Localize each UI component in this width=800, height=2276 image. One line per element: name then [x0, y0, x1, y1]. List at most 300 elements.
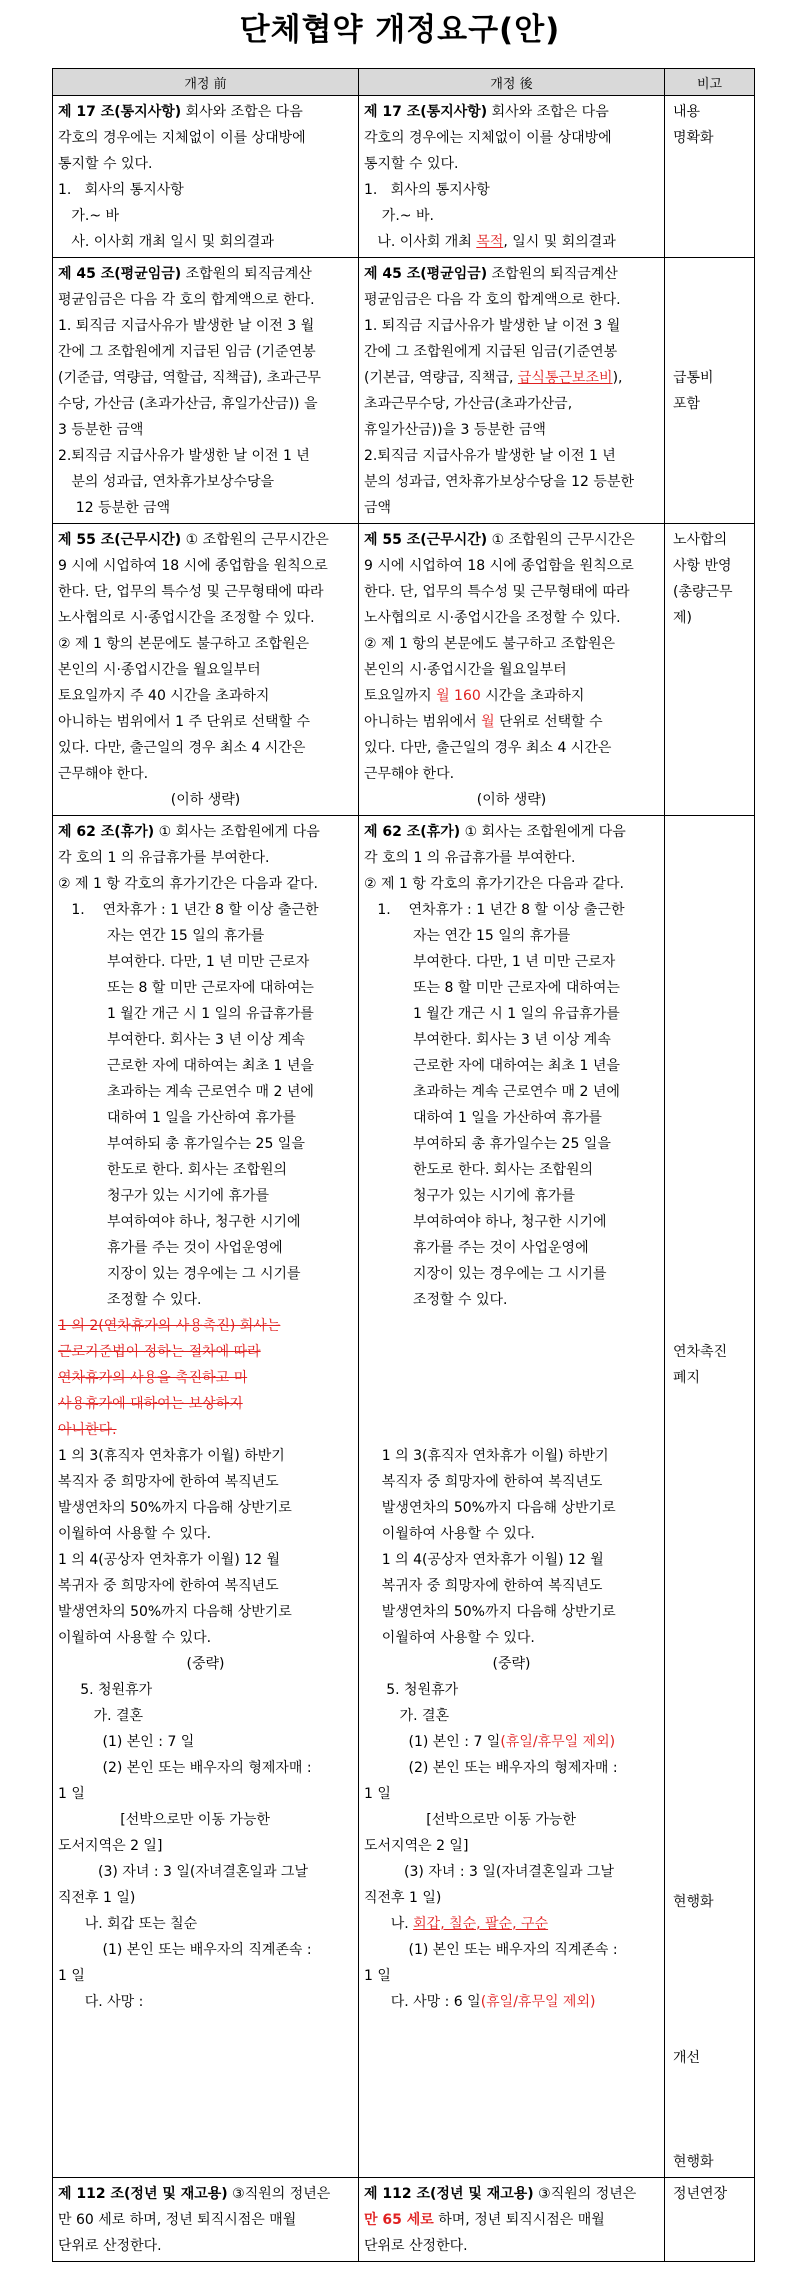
- before-line: [58, 1079, 353, 1105]
- after-line: [364, 151, 659, 177]
- after-line: [364, 527, 659, 553]
- after-line: [364, 1339, 659, 1365]
- before-line: [58, 871, 353, 897]
- text-segment: 평균임금은 다음 각 호의 합계액으로 한다.: [364, 292, 621, 308]
- before-line: [58, 553, 353, 579]
- note-line: 정년연장: [673, 2186, 728, 2202]
- text-segment: 제 17 조(통지사항): [364, 104, 488, 120]
- before-line: [58, 923, 353, 949]
- before-line: [58, 761, 353, 787]
- after-line: [364, 1703, 659, 1729]
- text-segment: 각호의 경우에는 지체없이 이를 상대방에: [364, 130, 612, 146]
- after-line: [364, 1313, 659, 1339]
- before-line: [58, 787, 353, 813]
- text-segment: 아니하는 범위에서 1 주 단위로 선택할 수: [58, 714, 310, 730]
- text-segment: 휴가를 주는 것이 사업운영에: [364, 1240, 589, 1256]
- text-segment: 가. 결혼: [364, 1708, 450, 1724]
- text-segment: 5. 청원휴가: [364, 1682, 459, 1698]
- text-segment: (1) 본인 또는 배우자의 직계존속 :: [364, 1942, 618, 1958]
- note-line: 제): [673, 610, 692, 626]
- after-line: [364, 203, 659, 229]
- after-line: [364, 1469, 659, 1495]
- text-segment: 1. 퇴직금 지급사유가 발생한 날 이전 3 월: [58, 318, 315, 334]
- text-segment: 하며, 정년 퇴직시점은 매월: [433, 2212, 605, 2228]
- text-segment: 본인의 시·종업시간을 월요일부터: [364, 662, 567, 678]
- text-segment: 단위로 산정한다.: [58, 2238, 162, 2254]
- before-line: [58, 1261, 353, 1287]
- before-line: [58, 2181, 353, 2207]
- before-line: [58, 1625, 353, 1651]
- after-line: [364, 923, 659, 949]
- text-segment: 각호의 경우에는 지체없이 이를 상대방에: [58, 130, 306, 146]
- after-line: [364, 1443, 659, 1469]
- text-segment: 회갑, 칠순, 팔순, 구순: [413, 1916, 549, 1932]
- before-line: [58, 1131, 353, 1157]
- text-segment: 있다. 다만, 출근일의 경우 최소 4 시간은: [364, 740, 612, 756]
- after-line: [364, 1677, 659, 1703]
- before-line: [58, 443, 353, 469]
- text-segment: 1 의 2(연차휴가의 사용촉진) 회사는: [58, 1318, 281, 1334]
- text-segment: 노사협의로 시·종업시간을 조정할 수 있다.: [58, 610, 315, 626]
- before-line: [58, 1391, 353, 1417]
- before-line: [58, 151, 353, 177]
- text-segment: ③직원의 정년은: [533, 2186, 637, 2202]
- text-segment: 제 45 조(평균임금): [364, 266, 488, 282]
- text-segment: 목적: [476, 234, 504, 250]
- before-line: [58, 2233, 353, 2259]
- before-line: [58, 177, 353, 203]
- table-row-art112: [53, 2178, 755, 2262]
- after-line: [364, 1547, 659, 1573]
- before-line: [58, 897, 353, 923]
- after-line: [364, 631, 659, 657]
- text-segment: ① 회사는 조합원에게 다음: [154, 824, 320, 840]
- before-line: [58, 1027, 353, 1053]
- document-title: 단체협약 개정요구(안): [239, 12, 561, 48]
- text-segment: 발생연차의 50%까지 다음해 상반기로: [58, 1500, 292, 1516]
- text-segment: 1 의 3(휴직자 연차휴가 이월) 하반기: [58, 1448, 285, 1464]
- note-line: 내용: [673, 104, 701, 120]
- header-before: 개정 前: [53, 69, 359, 96]
- text-segment: 부여하여야 하나, 청구한 시기에: [364, 1214, 607, 1230]
- after-line: [364, 761, 659, 787]
- after-line: [364, 819, 659, 845]
- before-line: [58, 287, 353, 313]
- text-segment: 부여하되 총 휴가일수는 25 일을: [58, 1136, 305, 1152]
- after-line: [364, 1261, 659, 1287]
- text-segment: ② 제 1 항의 본문에도 불구하고 조합원은: [58, 636, 310, 652]
- text-segment: 1 월간 개근 시 1 일의 유급휴가를: [58, 1006, 314, 1022]
- text-segment: 근로기준법이 정하는 절차에 따라: [58, 1344, 261, 1360]
- note-line: 폐지: [673, 1370, 701, 1386]
- after-line: [364, 553, 659, 579]
- before-line: [58, 1443, 353, 1469]
- text-segment: 조정할 수 있다.: [58, 1292, 202, 1308]
- after-line: [364, 1053, 659, 1079]
- text-segment: 대하여 1 일을 가산하여 휴가를: [58, 1110, 296, 1126]
- after-line: [364, 871, 659, 897]
- text-segment: (기본급, 역량급, 직책급,: [364, 370, 518, 386]
- text-segment: 토요일까지: [364, 688, 437, 704]
- text-segment: (이하 생략): [476, 792, 547, 808]
- text-segment: 조합원의 퇴직금계산: [487, 266, 618, 282]
- text-segment: 이월하여 사용할 수 있다.: [58, 1526, 212, 1542]
- table-row-art45: [53, 258, 755, 524]
- text-segment: 한도로 한다. 회사는 조합원의: [364, 1162, 594, 1178]
- text-segment: 제 112 조(정년 및 재고용): [58, 2186, 228, 2202]
- before-line: [58, 1755, 353, 1781]
- text-segment: (1) 본인 : 7 일: [58, 1734, 195, 1750]
- text-segment: (3) 자녀 : 3 일(자녀결혼일과 그날: [58, 1864, 308, 1880]
- after-line: [364, 1391, 659, 1417]
- text-segment: 대하여 1 일을 가산하여 휴가를: [364, 1110, 602, 1126]
- before-line: [58, 709, 353, 735]
- text-segment: 제 45 조(평균임금): [58, 266, 182, 282]
- text-segment: 제 62 조(휴가): [364, 824, 461, 840]
- before-line: [58, 203, 353, 229]
- text-segment: 초과하는 계속 근로연수 매 2 년에: [364, 1084, 620, 1100]
- after-cell: [359, 524, 665, 816]
- after-line: [364, 1989, 659, 2015]
- note-text: [673, 2181, 746, 2207]
- after-line: [364, 1105, 659, 1131]
- after-line: [364, 1755, 659, 1781]
- before-line: [58, 1573, 353, 1599]
- text-segment: [364, 1422, 368, 1438]
- before-line: [58, 1235, 353, 1261]
- before-line: [58, 527, 353, 553]
- text-segment: 근로한 자에 대하여는 최초 1 년을: [364, 1058, 620, 1074]
- after-line: [364, 1495, 659, 1521]
- revision-table: [52, 68, 755, 2262]
- after-line: [364, 1417, 659, 1443]
- text-segment: 3 등분한 금액: [58, 422, 144, 438]
- text-segment: [선박으로만 이동 가능한: [58, 1812, 270, 1828]
- header-note: 비고: [665, 69, 755, 96]
- text-segment: 근무해야 한다.: [364, 766, 455, 782]
- after-line: [364, 287, 659, 313]
- table-row-art62: [53, 816, 755, 2178]
- text-segment: 가.~ 바.: [364, 208, 434, 224]
- text-segment: 1. 연차휴가 : 1 년간 8 할 이상 출근한: [364, 902, 625, 918]
- table-header-row: [53, 69, 755, 96]
- after-line: [364, 683, 659, 709]
- text-segment: 아니하는 범위에서: [364, 714, 482, 730]
- text-segment: (1) 본인 : 7 일: [364, 1734, 501, 1750]
- after-line: [364, 709, 659, 735]
- text-segment: 단위로 산정한다.: [364, 2238, 468, 2254]
- text-segment: 제 112 조(정년 및 재고용): [364, 2186, 534, 2202]
- note-line: 개선: [673, 2050, 701, 2066]
- note-text: [673, 2045, 746, 2071]
- note-cell: [665, 2178, 755, 2262]
- text-segment: 노사협의로 시·종업시간을 조정할 수 있다.: [364, 610, 621, 626]
- text-segment: 부여하되 총 휴가일수는 25 일을: [364, 1136, 611, 1152]
- before-line: [58, 1157, 353, 1183]
- after-line: [364, 1937, 659, 1963]
- note-line: 노사합의: [673, 532, 728, 548]
- before-line: [58, 1365, 353, 1391]
- text-segment: 나. 이사회 개최: [364, 234, 477, 250]
- after-line: [364, 1001, 659, 1027]
- note-line: 현행화: [673, 2154, 714, 2170]
- after-line: [364, 391, 659, 417]
- text-segment: 만 60 세로 하며, 정년 퇴직시점은 매월: [58, 2212, 297, 2228]
- after-line: [364, 787, 659, 813]
- before-line: [58, 339, 353, 365]
- before-line: [58, 1053, 353, 1079]
- before-line: [58, 417, 353, 443]
- text-segment: 지장이 있는 경우에는 그 시기를: [364, 1266, 607, 1282]
- text-segment: 청구가 있는 시기에 휴가를: [58, 1188, 270, 1204]
- after-line: [364, 125, 659, 151]
- text-segment: 가. 결혼: [58, 1708, 144, 1724]
- before-line: [58, 845, 353, 871]
- text-segment: 1 월간 개근 시 1 일의 유급휴가를: [364, 1006, 620, 1022]
- text-segment: 발생연차의 50%까지 다음해 상반기로: [364, 1604, 616, 1620]
- text-segment: [선박으로만 이동 가능한: [364, 1812, 576, 1828]
- before-line: [58, 1859, 353, 1885]
- after-line: [364, 2207, 659, 2233]
- note-text: [673, 365, 746, 417]
- after-line: [364, 1651, 659, 1677]
- before-line: [58, 1599, 353, 1625]
- text-segment: 1 의 4(공상자 연차휴가 이월) 12 월: [364, 1552, 604, 1568]
- before-line: [58, 1209, 353, 1235]
- before-line: [58, 1495, 353, 1521]
- after-line: [364, 949, 659, 975]
- before-line: [58, 1781, 353, 1807]
- text-segment: 부여한다. 회사는 3 년 이상 계속: [58, 1032, 305, 1048]
- text-segment: 복직자 중 희망자에 한하여 복직년도: [364, 1474, 603, 1490]
- before-cell: [53, 258, 359, 524]
- before-line: [58, 229, 353, 255]
- after-line: [364, 579, 659, 605]
- text-segment: 금액: [364, 500, 392, 516]
- note-line: 급통비: [673, 370, 714, 386]
- note-line: 현행화: [673, 1894, 714, 1910]
- text-segment: 시간을 초과하지: [480, 688, 585, 704]
- text-segment: 직전후 1 일): [58, 1890, 136, 1906]
- text-segment: 조정할 수 있다.: [364, 1292, 508, 1308]
- text-segment: 단위로 선택할 수: [494, 714, 603, 730]
- before-cell: [53, 816, 359, 2178]
- after-line: [364, 1079, 659, 1105]
- text-segment: 조합원의 퇴직금계산: [181, 266, 312, 282]
- text-segment: 1 일: [364, 1968, 391, 1984]
- note-line: (총량근무: [673, 584, 733, 600]
- before-line: [58, 1651, 353, 1677]
- text-segment: (1) 본인 또는 배우자의 직계존속 :: [58, 1942, 312, 1958]
- before-line: [58, 391, 353, 417]
- text-segment: 부여한다. 다만, 1 년 미만 근로자: [58, 954, 310, 970]
- after-line: [364, 1625, 659, 1651]
- text-segment: 나. 회갑 또는 칠순: [58, 1916, 198, 1932]
- text-segment: 1 의 4(공상자 연차휴가 이월) 12 월: [58, 1552, 281, 1568]
- after-cell: [359, 816, 665, 2178]
- after-line: [364, 1729, 659, 1755]
- before-line: [58, 1469, 353, 1495]
- text-segment: 1. 회사의 통지사항: [58, 182, 184, 198]
- before-line: [58, 1885, 353, 1911]
- note-text: [673, 1889, 746, 1915]
- text-segment: 각 호의 1 의 유급휴가를 부여한다.: [58, 850, 270, 866]
- text-segment: 1 일: [364, 1786, 391, 1802]
- after-line: [364, 1599, 659, 1625]
- before-line: [58, 99, 353, 125]
- text-segment: 12 등분한 금액: [58, 500, 171, 516]
- before-line: [58, 975, 353, 1001]
- text-segment: 도서지역은 2 일]: [364, 1838, 469, 1854]
- text-segment: 제 55 조(근무시간): [58, 532, 182, 548]
- after-line: [364, 1885, 659, 1911]
- after-line: [364, 735, 659, 761]
- after-cell: [359, 2178, 665, 2262]
- before-line: [58, 365, 353, 391]
- note-text: [673, 527, 746, 631]
- text-segment: 또는 8 할 미만 근로자에 대하여는: [58, 980, 314, 996]
- text-segment: 한도로 한다. 회사는 조합원의: [58, 1162, 288, 1178]
- text-segment: 1 일: [58, 1786, 85, 1802]
- text-segment: 연차휴가의 사용을 촉진하고 미: [58, 1370, 248, 1386]
- text-segment: 근로한 자에 대하여는 최초 1 년을: [58, 1058, 314, 1074]
- text-segment: 이월하여 사용할 수 있다.: [364, 1526, 535, 1542]
- note-line: 사항 반영: [673, 558, 732, 574]
- text-segment: 나.: [364, 1916, 414, 1932]
- text-segment: 월: [481, 714, 495, 730]
- text-segment: (이하 생략): [170, 792, 241, 808]
- text-segment: 다. 사망 : 6 일: [364, 1994, 481, 2010]
- before-line: [58, 735, 353, 761]
- before-line: [58, 125, 353, 151]
- text-segment: 통지할 수 있다.: [58, 156, 153, 172]
- text-segment: (기준급, 역량급, 역할급, 직책급), 초과근무: [58, 370, 321, 386]
- text-segment: 2.퇴직금 지급사유가 발생한 날 이전 1 년: [58, 448, 310, 464]
- before-line: [58, 1521, 353, 1547]
- before-line: [58, 1989, 353, 2015]
- before-line: [58, 1729, 353, 1755]
- before-line: [58, 1313, 353, 1339]
- before-line: [58, 819, 353, 845]
- text-segment: 사. 이사회 개최 일시 및 회의결과: [58, 234, 274, 250]
- text-segment: 청구가 있는 시기에 휴가를: [364, 1188, 576, 1204]
- text-segment: 휴일가산금))을 3 등분한 금액: [364, 422, 546, 438]
- text-segment: 발생연차의 50%까지 다음해 상반기로: [58, 1604, 292, 1620]
- text-segment: 있다. 다만, 출근일의 경우 최소 4 시간은: [58, 740, 306, 756]
- after-line: [364, 1833, 659, 1859]
- text-segment: ① 회사는 조합원에게 다음: [460, 824, 626, 840]
- note-cell: [665, 524, 755, 816]
- after-line: [364, 1027, 659, 1053]
- table-row-art55: [53, 524, 755, 816]
- text-segment: 9 시에 시업하여 18 시에 종업함을 원칙으로: [364, 558, 634, 574]
- before-line: [58, 261, 353, 287]
- text-segment: 1 의 3(휴직자 연차휴가 이월) 하반기: [364, 1448, 609, 1464]
- before-line: [58, 469, 353, 495]
- note-text: [673, 1339, 746, 1391]
- text-segment: 자는 연간 15 일의 휴가를: [364, 928, 571, 944]
- text-segment: 제 55 조(근무시간): [364, 532, 488, 548]
- before-line: [58, 1547, 353, 1573]
- after-line: [364, 1521, 659, 1547]
- after-line: [364, 1911, 659, 1937]
- text-segment: ① 조합원의 근무시간은: [181, 532, 329, 548]
- text-segment: [364, 1370, 368, 1386]
- text-segment: 한다. 단, 업무의 특수성 및 근무형태에 따라: [58, 584, 324, 600]
- text-segment: [364, 1396, 368, 1412]
- text-segment: 제 62 조(휴가): [58, 824, 155, 840]
- text-segment: (중략): [492, 1656, 531, 1672]
- note-text: [673, 2149, 746, 2175]
- text-segment: 각 호의 1 의 유급휴가를 부여한다.: [364, 850, 576, 866]
- text-segment: 부여한다. 회사는 3 년 이상 계속: [364, 1032, 611, 1048]
- before-line: [58, 1963, 353, 1989]
- before-line: [58, 495, 353, 521]
- text-segment: 5. 청원휴가: [58, 1682, 153, 1698]
- text-segment: ② 제 1 항 각호의 휴가기간은 다음과 같다.: [58, 876, 318, 892]
- after-line: [364, 313, 659, 339]
- text-segment: 가.~ 바: [58, 208, 120, 224]
- before-line: [58, 1833, 353, 1859]
- after-line: [364, 845, 659, 871]
- text-segment: 지장이 있는 경우에는 그 시기를: [58, 1266, 301, 1282]
- after-line: [364, 657, 659, 683]
- before-line: [58, 1807, 353, 1833]
- before-line: [58, 631, 353, 657]
- text-segment: 분의 성과급, 연차휴가보상수당을 12 등분한: [364, 474, 634, 490]
- text-segment: (2) 본인 또는 배우자의 형제자매 :: [364, 1760, 618, 1776]
- text-segment: 직전후 1 일): [364, 1890, 442, 1906]
- text-segment: 또는 8 할 미만 근로자에 대하여는: [364, 980, 620, 996]
- text-segment: 부여한다. 다만, 1 년 미만 근로자: [364, 954, 616, 970]
- text-segment: 부여하여야 하나, 청구한 시기에: [58, 1214, 301, 1230]
- text-segment: (3) 자녀 : 3 일(자녀결혼일과 그날: [364, 1864, 614, 1880]
- text-segment: 월 160: [436, 688, 481, 704]
- after-line: [364, 495, 659, 521]
- text-segment: 간에 그 조합원에게 지급된 임금(기준연봉: [364, 344, 618, 360]
- text-segment: 평균임금은 다음 각 호의 합계액으로 한다.: [58, 292, 315, 308]
- text-segment: 이월하여 사용할 수 있다.: [364, 1630, 535, 1646]
- text-segment: 초과하는 계속 근로연수 매 2 년에: [58, 1084, 314, 1100]
- after-line: [364, 365, 659, 391]
- note-text: [673, 99, 746, 151]
- text-segment: 만 65 세로: [364, 2212, 434, 2228]
- note-cell: [665, 258, 755, 524]
- after-line: [364, 1807, 659, 1833]
- text-segment: 휴가를 주는 것이 사업운영에: [58, 1240, 283, 1256]
- after-line: [364, 1963, 659, 1989]
- text-segment: 1. 회사의 통지사항: [364, 182, 490, 198]
- text-segment: [364, 1344, 368, 1360]
- note-cell: [665, 96, 755, 258]
- before-line: [58, 1677, 353, 1703]
- before-cell: [53, 96, 359, 258]
- text-segment: ),: [612, 370, 623, 386]
- text-segment: 사용휴가에 대하여는 보상하지: [58, 1396, 243, 1412]
- after-line: [364, 1235, 659, 1261]
- after-line: [364, 1183, 659, 1209]
- text-segment: ② 제 1 항 각호의 휴가기간은 다음과 같다.: [364, 876, 624, 892]
- note-line: 연차촉진: [673, 1344, 728, 1360]
- text-segment: 한다. 단, 업무의 특수성 및 근무형태에 따라: [364, 584, 630, 600]
- after-line: [364, 1157, 659, 1183]
- after-line: [364, 339, 659, 365]
- after-line: [364, 261, 659, 287]
- after-line: [364, 417, 659, 443]
- before-line: [58, 1703, 353, 1729]
- before-line: [58, 1417, 353, 1443]
- text-segment: (휴일/휴무일 제외): [500, 1734, 616, 1750]
